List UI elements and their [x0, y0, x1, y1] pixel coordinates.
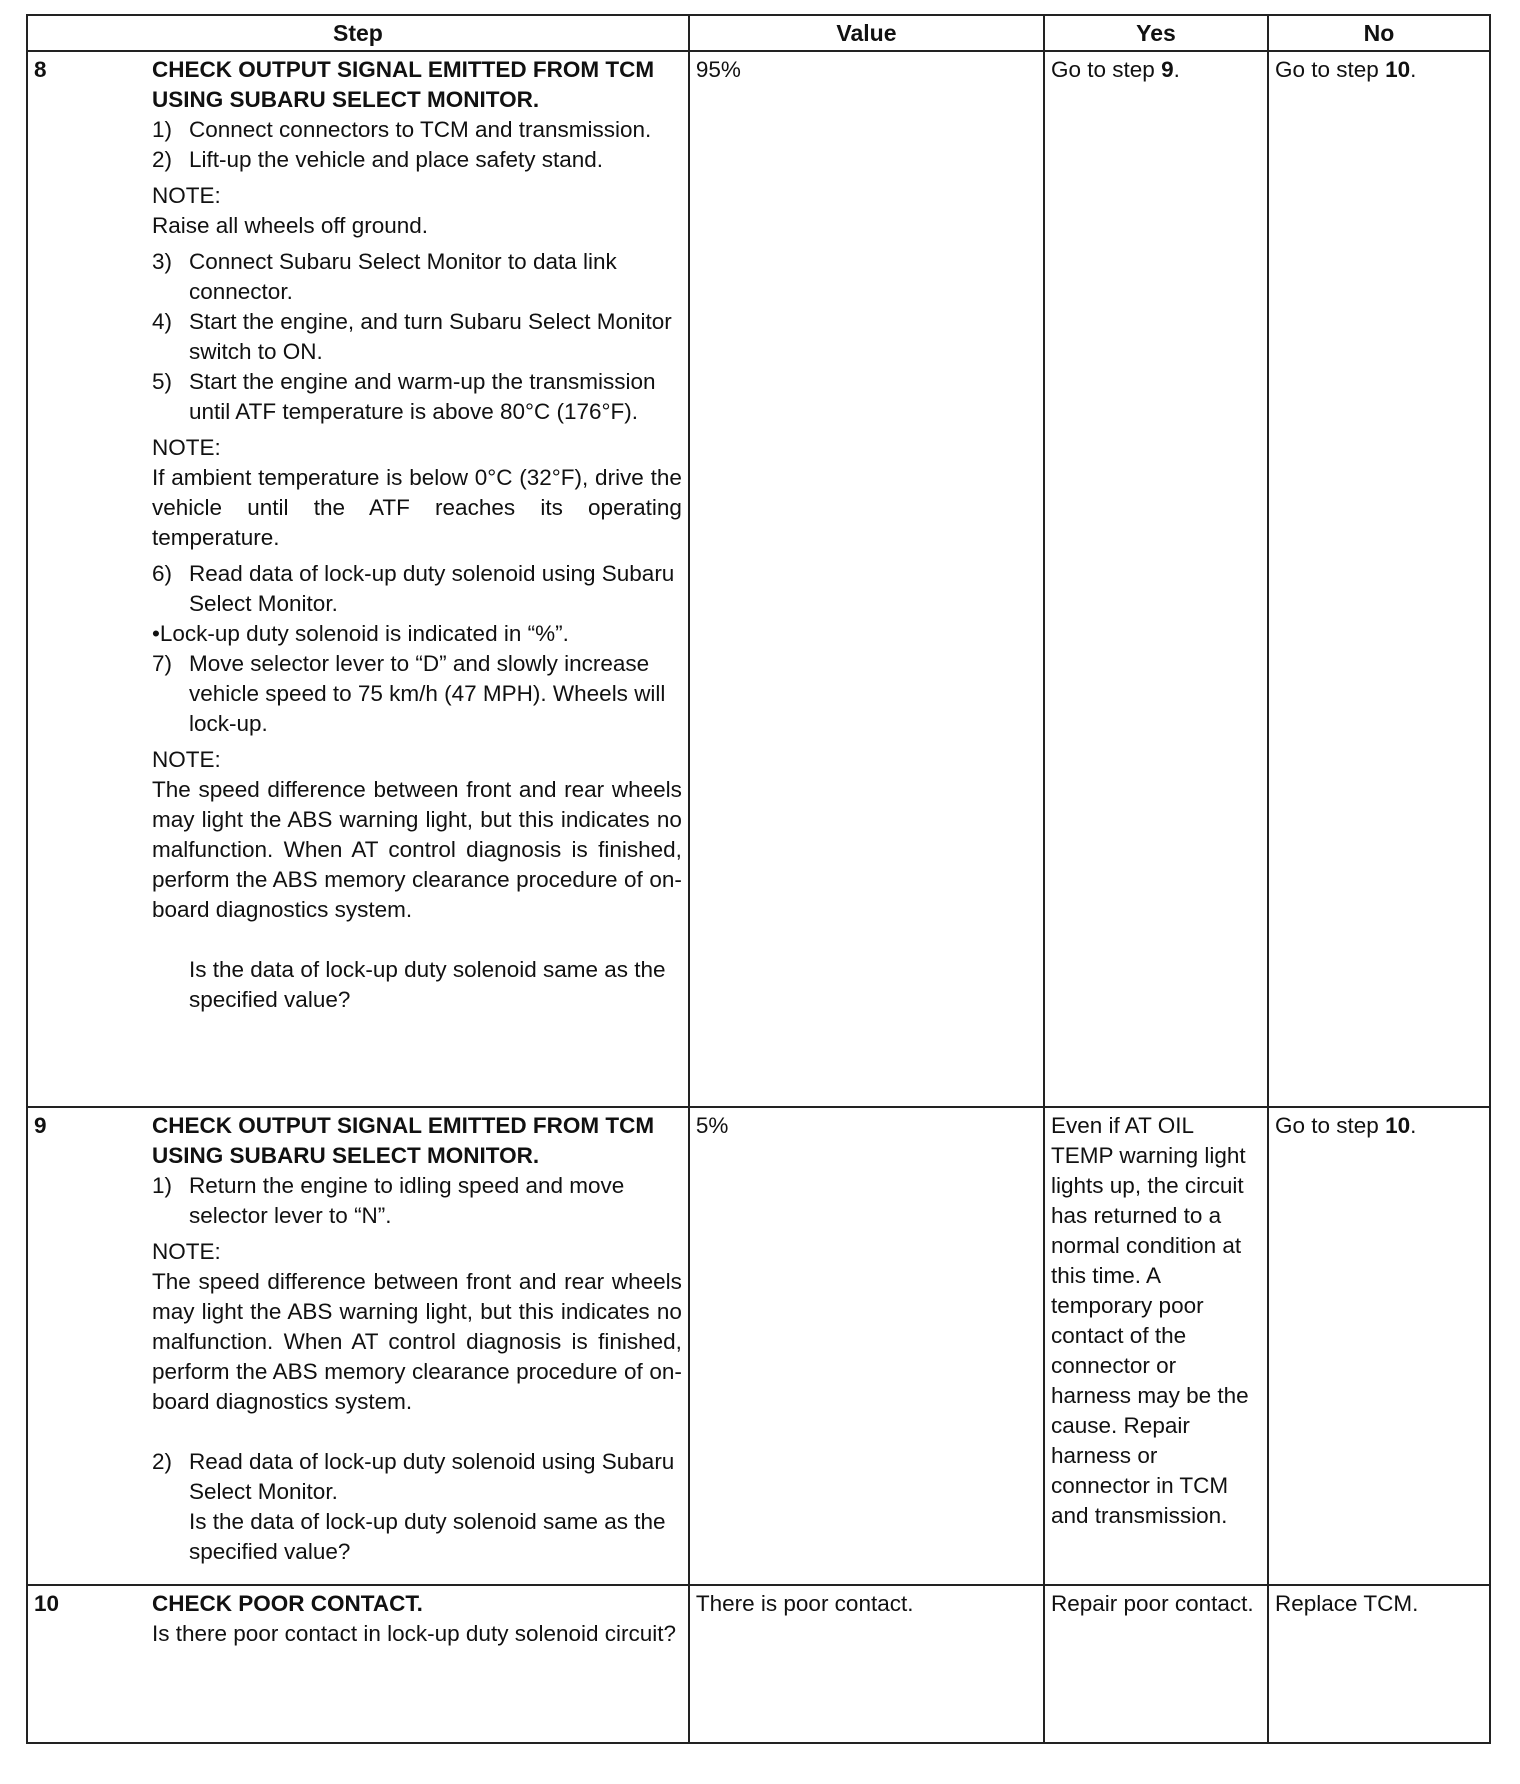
check-question: Is the data of lock-up duty solenoid same as the specified value?	[189, 957, 666, 1012]
note-text: The speed difference between front and rear wheels may light the ABS warning light, but this indicates no malfunction. When AT control diagnosis is finished, perform the ABS memory clearance procedure of on-board diagnostics system.	[152, 1269, 682, 1414]
procedure-item: 4) Start the engine, and turn Subaru Select Monitor switch to ON.	[152, 309, 672, 364]
no-cell: Go to step 10.	[1268, 51, 1490, 1107]
no-cell: Replace TCM.	[1268, 1585, 1490, 1743]
step-number: 10	[34, 1591, 60, 1616]
step-cell	[27, 1585, 689, 1743]
yes-cell: Go to step 9.	[1044, 51, 1268, 1107]
note-text: Raise all wheels off ground.	[152, 213, 428, 238]
no-cell: Go to step 10.	[1268, 1107, 1490, 1585]
check-question: Is there poor contact in lock-up duty solenoid circuit?	[152, 1621, 677, 1646]
note-label: NOTE:	[152, 435, 221, 460]
step-title: CHECK OUTPUT SIGNAL EMITTED FROM TCM USING SUBARU SELECT MONITOR.	[152, 57, 655, 112]
step-title: CHECK POOR CONTACT.	[152, 1591, 423, 1616]
note-label: NOTE:	[152, 747, 221, 772]
procedure-item: 1) Connect connectors to TCM and transmission.	[152, 117, 652, 142]
value-cell: 95%	[689, 51, 1044, 1107]
yes-cell: Repair poor contact.	[1044, 1585, 1268, 1743]
table-row-step-10	[27, 1585, 1490, 1743]
header-yes: Yes	[1044, 15, 1268, 51]
procedure-item: 5) Start the engine and warm-up the transmission until ATF temperature is above 80°C (176°F).	[152, 369, 656, 424]
step-cell	[27, 1107, 689, 1585]
procedure-item: 2) Lift-up the vehicle and place safety stand.	[152, 147, 604, 172]
note-label: NOTE:	[152, 183, 221, 208]
step-number: 8	[34, 57, 47, 82]
value-cell: There is poor contact.	[689, 1585, 1044, 1743]
bullet-note: •Lock-up duty solenoid is indicated in “%”.	[152, 621, 569, 646]
diagnostic-table	[26, 14, 1491, 1744]
header-step: Step	[27, 15, 689, 51]
step-title: CHECK OUTPUT SIGNAL EMITTED FROM TCM USING SUBARU SELECT MONITOR.	[152, 1113, 655, 1168]
check-question: Is the data of lock-up duty solenoid same as the specified value?	[189, 1509, 666, 1564]
step-number: 9	[34, 1113, 47, 1138]
note-label: NOTE:	[152, 1239, 221, 1264]
note-text: If ambient temperature is below 0°C (32°F), drive the vehicle until the ATF reaches its operating temperature.	[152, 465, 682, 550]
table-row-step-8	[27, 51, 1490, 1107]
step-cell	[27, 51, 689, 1107]
procedure-item: 1) Return the engine to idling speed and move selector lever to “N”.	[152, 1173, 625, 1228]
header-row	[27, 15, 1490, 51]
value-cell: 5%	[689, 1107, 1044, 1585]
procedure-item: 2) Read data of lock-up duty solenoid using Subaru Select Monitor.	[152, 1449, 675, 1504]
procedure-item: 3) Connect Subaru Select Monitor to data link connector.	[152, 249, 617, 304]
procedure-item: 7) Move selector lever to “D” and slowly increase vehicle speed to 75 km/h (47 MPH). Wheels will lock-up.	[152, 651, 666, 736]
header-no: No	[1268, 15, 1490, 51]
header-value: Value	[689, 15, 1044, 51]
procedure-item: 6) Read data of lock-up duty solenoid using Subaru Select Monitor.	[152, 561, 675, 616]
note-text: The speed difference between front and rear wheels may light the ABS warning light, but this indicates no malfunction. When AT control diagnosis is finished, perform the ABS memory clearance procedure of on-board diagnostics system.	[152, 777, 682, 922]
yes-cell: Even if AT OIL TEMP warning light lights up, the circuit has returned to a normal condition at this time. A temporary poor contact of the connector or harness may be the cause. Repair harness or connector in TCM and transmission.	[1044, 1107, 1268, 1585]
table-row-step-9	[27, 1107, 1490, 1585]
